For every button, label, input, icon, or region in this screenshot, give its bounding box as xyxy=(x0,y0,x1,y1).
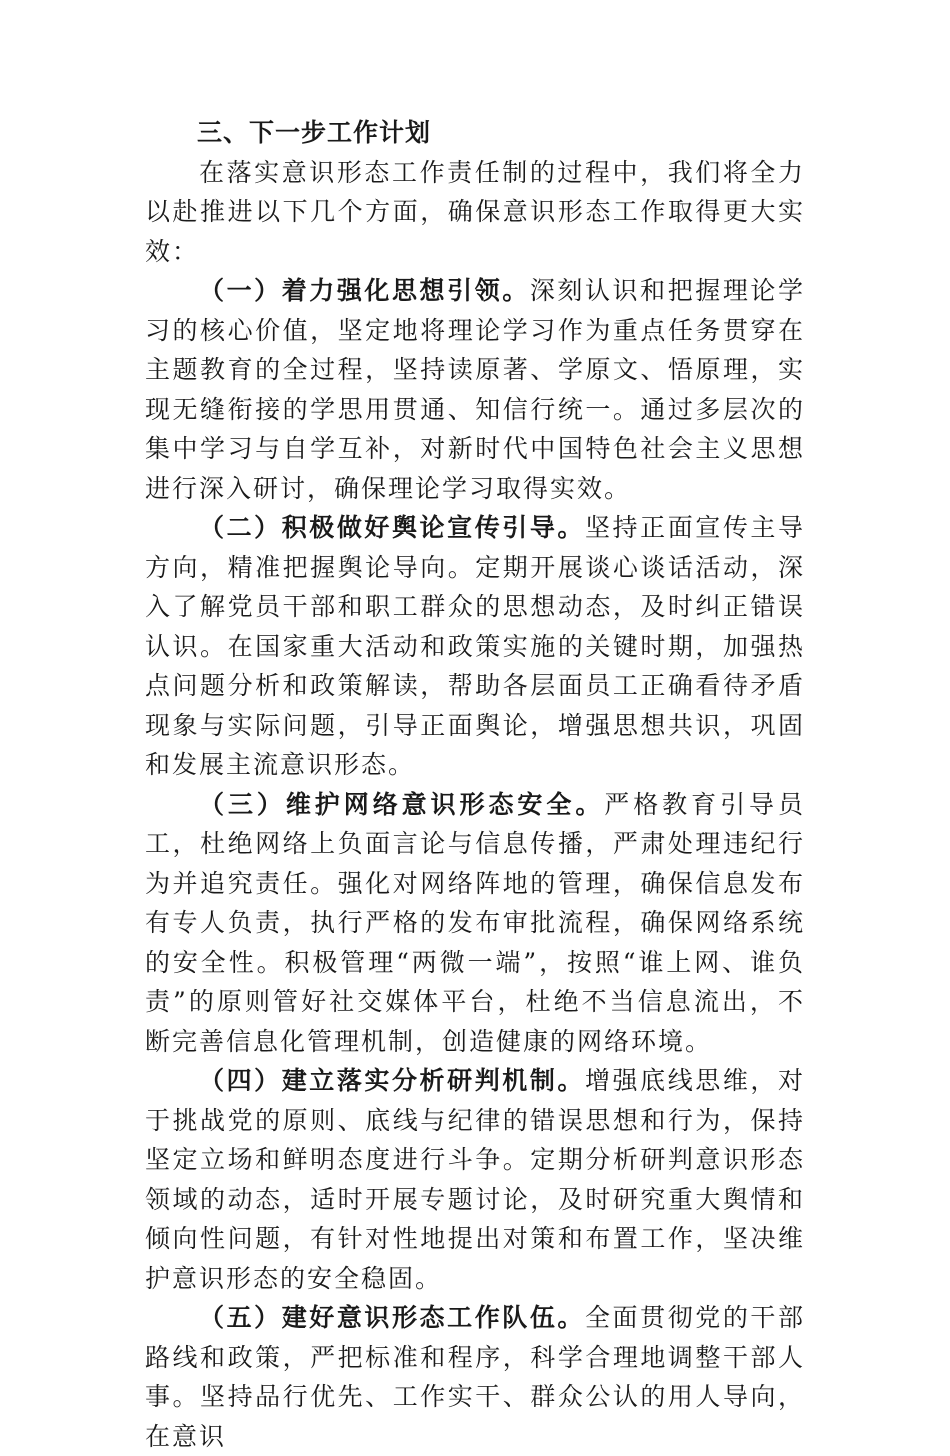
paragraph-3-lead: （三）维护网络意识形态安全。 xyxy=(199,789,605,819)
paragraph-4 xyxy=(145,1061,805,1298)
paragraph-4-lead: （四）建立落实分析研判机制。 xyxy=(199,1066,585,1095)
intro-paragraph: 在落实意识形态工作责任制的过程中，我们将全力以赴推进以下几个方面，确保意识形态工作取得更大实效： xyxy=(145,157,805,266)
paragraph-1 xyxy=(145,271,805,508)
paragraph-5-lead: （五）建好意识形态工作队伍。 xyxy=(199,1303,585,1332)
section-heading: 三、下一步工作计划 xyxy=(197,118,432,147)
paragraph-1-body: 深刻认识和把握理论学习的核心价值，坚定地将理论学习作为重点任务贯穿在主题教育的全过程，坚持读原著、学原文、悟原理，实现无缝衔接的学思用贯通、知信行统一。通过多层次的集中学习与自学互补，对新时代中国特色社会主义思想进行深入研讨，确保理论学习取得实效。 xyxy=(145,276,805,503)
paragraph-3 xyxy=(145,785,805,1062)
paragraph-5-body: 全面贯彻党的干部路线和政策，严把标准和程序，科学合理地调整干部人事。坚持品行优先、工作实干、群众公认的用人导向，在意识 xyxy=(145,1303,805,1451)
paragraph-3-body: 严格教育引导员工，杜绝网络上负面言论与信息传播，严肃处理违纪行为并追究责任。强化对网络阵地的管理，确保信息发布有专人负责，执行严格的发布审批流程，确保网络系统的安全性。积极管理“两微一端”，按照“谁上网、谁负责”的原则管好社交媒体平台，杜绝不当信息流出，不断完善信息化管理机制，创造健康的网络环境。 xyxy=(145,789,805,1056)
paragraph-4-body: 增强底线思维，对于挑战党的原则、底线与纪律的错误思想和行为，保持坚定立场和鲜明态度进行斗争。定期分析研判意识形态领域的动态，适时开展专题讨论，及时研究重大舆情和倾向性问题，有针对性地提出对策和布置工作，坚决维护意识形态的安全稳固。 xyxy=(145,1066,805,1293)
paragraph-2-body: 坚持正面宣传主导方向，精准把握舆论导向。定期开展谈心谈话活动，深入了解党员干部和职工群众的思想动态，及时纠正错误认识。在国家重大活动和政策实施的关键时期，加强热点问题分析和政策解读，帮助各层面员工正确看待矛盾现象与实际问题，引导正面舆论，增强思想共识，巩固和发展主流意识形态。 xyxy=(145,513,805,779)
paragraph-2 xyxy=(145,508,805,785)
paragraph-2-lead: （二）积极做好舆论宣传引导。 xyxy=(199,513,585,542)
paragraph-5 xyxy=(145,1298,805,1456)
document-page xyxy=(145,113,805,1456)
paragraph-1-lead: （一）着力强化思想引领。 xyxy=(199,276,530,305)
